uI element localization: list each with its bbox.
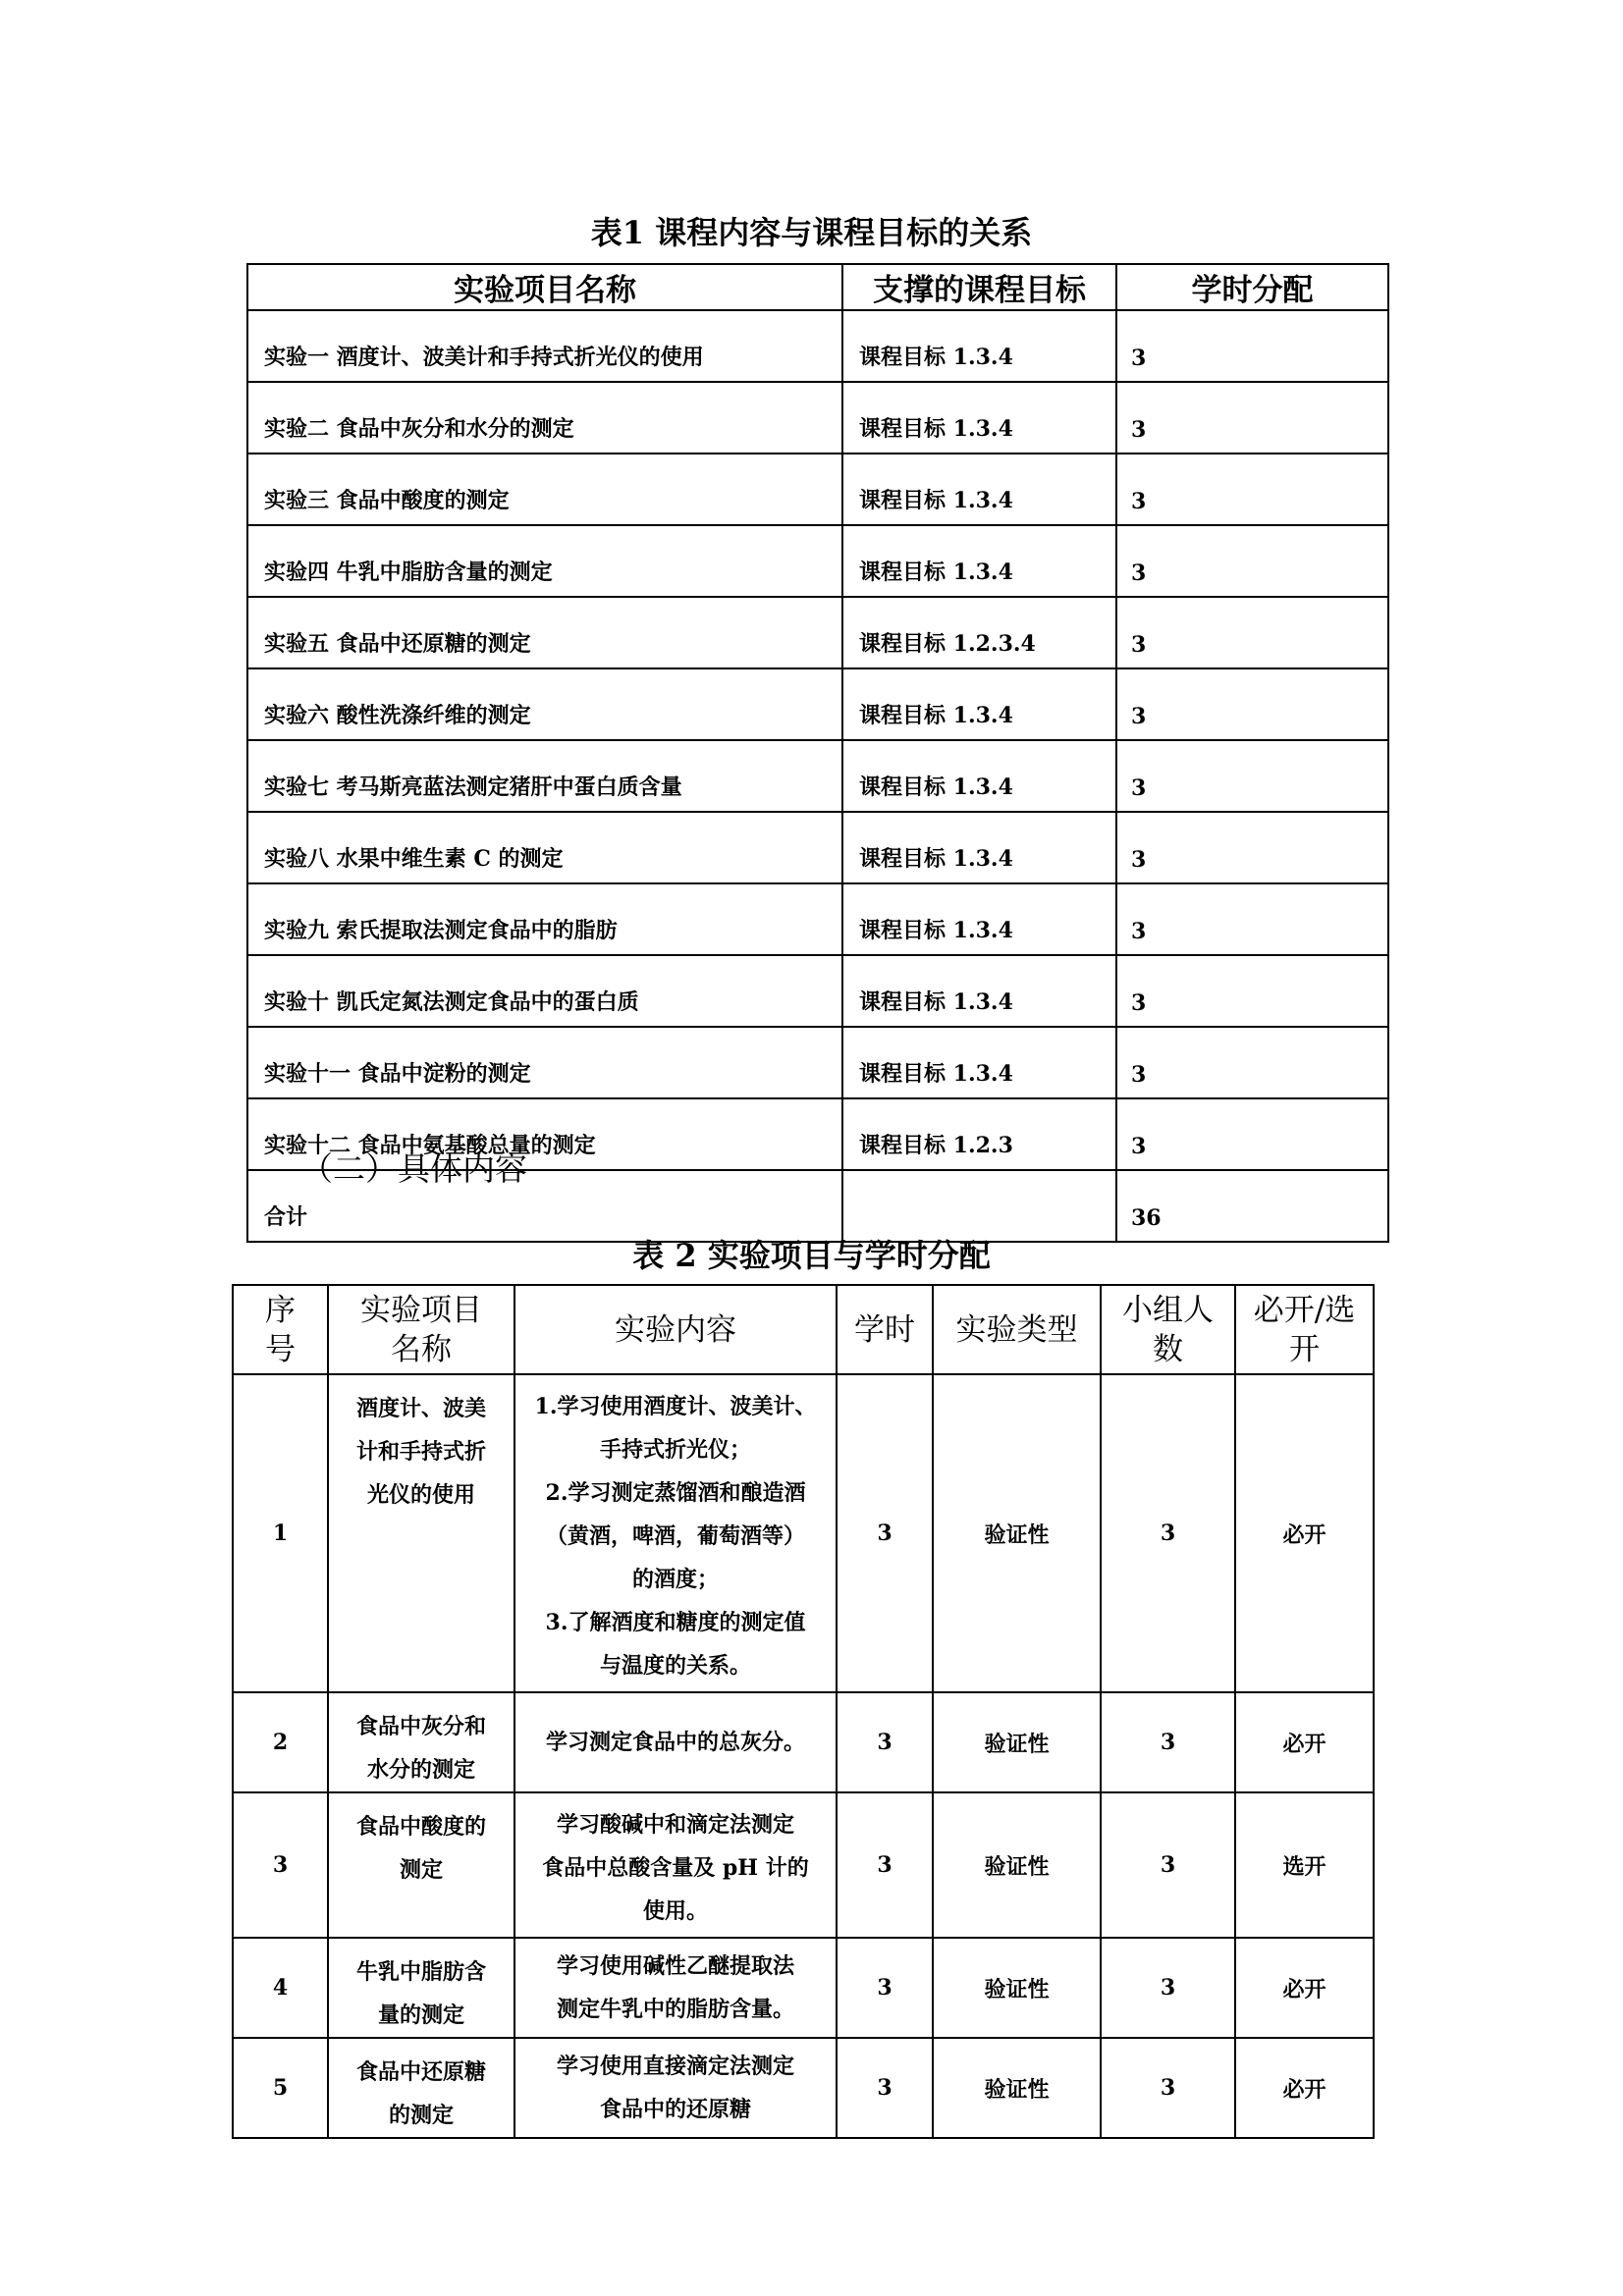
header-hours: 学时分配	[1116, 264, 1388, 310]
cell-name	[328, 1792, 514, 1938]
cell-type: 验证性	[933, 2038, 1101, 2138]
cell-experiment-name: 实验二 食品中灰分和水分的测定	[247, 382, 842, 454]
table-row	[247, 525, 1388, 597]
cell-experiment-name: 实验一 酒度计、波美计和手持式折光仪的使用	[247, 310, 842, 382]
table-row	[233, 2038, 1374, 2138]
cell-content	[514, 1692, 837, 1792]
table-row	[233, 1938, 1374, 2038]
cell-group-size: 3	[1101, 1374, 1235, 1692]
cell-required: 必开	[1235, 1692, 1374, 1792]
header-line: 实验内容	[615, 1311, 736, 1348]
cell-no: 4	[233, 1938, 328, 2038]
cell-type: 验证性	[933, 1938, 1101, 2038]
cell-experiment-name: 实验三 食品中酸度的测定	[247, 454, 842, 525]
header-line: 数	[1153, 1331, 1183, 1367]
cell-course-objective: 课程目标 1.3.4	[842, 812, 1116, 883]
table1-header-row	[247, 264, 1388, 310]
cell-course-objective: 课程目标 1.3.4	[842, 668, 1116, 740]
content-line: 食品中的还原糖	[599, 2097, 751, 2122]
cell-content	[514, 2038, 837, 2138]
cell-hours: 3	[1116, 740, 1388, 812]
content-line: 学习使用碱性乙醚提取法	[556, 1953, 794, 1979]
cell-course-objective: 课程目标 1.3.4	[842, 454, 1116, 525]
cell-content	[514, 1938, 837, 2038]
content-line: 3.了解酒度和糖度的测定值	[545, 1610, 806, 1635]
cell-required: 选开	[1235, 1792, 1374, 1938]
cell-no: 1	[233, 1374, 328, 1692]
name-line: 水分的测定	[366, 1757, 475, 1783]
header-line: 序	[265, 1292, 296, 1328]
content-line: 2.学习测定蒸馏酒和酿造酒	[545, 1480, 806, 1506]
cell-hours: 3	[1116, 525, 1388, 597]
table2-caption: 表 2 实验项目与学时分配	[632, 1237, 991, 1274]
name-line: 牛乳中脂肪含	[355, 1959, 486, 1985]
cell-experiment-name: 实验十一 食品中淀粉的测定	[247, 1027, 842, 1098]
header-line: 名称	[391, 1331, 452, 1367]
cell-experiment-name: 实验九 索氏提取法测定食品中的脂肪	[247, 883, 842, 955]
cell-hours: 3	[1116, 1098, 1388, 1170]
header-line: 实验类型	[955, 1311, 1078, 1348]
cell-experiment-name: 实验十 凯氏定氮法测定食品中的蛋白质	[247, 955, 842, 1027]
cell-required: 必开	[1235, 1938, 1374, 2038]
content-line: 测定牛乳中的脂肪含量。	[556, 1997, 794, 2022]
table-row	[247, 1027, 1388, 1098]
cell-hours: 3	[1116, 310, 1388, 382]
cell-required: 必开	[1235, 2038, 1374, 2138]
header-type	[933, 1285, 1101, 1374]
content-line: 手持式折光仪；	[599, 1437, 751, 1463]
cell-hours: 3	[1116, 812, 1388, 883]
cell-hours: 3	[837, 2038, 933, 2138]
table-row	[247, 955, 1388, 1027]
name-line: 食品中酸度的	[355, 1814, 486, 1840]
cell-no: 2	[233, 1692, 328, 1792]
course-objective-table	[246, 263, 1389, 1243]
cell-course-objective: 课程目标 1.3.4	[842, 310, 1116, 382]
header-line: 必开/选	[1253, 1292, 1356, 1328]
cell-group-size: 3	[1101, 1792, 1235, 1938]
cell-course-objective: 课程目标 1.3.4	[842, 883, 1116, 955]
cell-hours: 3	[837, 1792, 933, 1938]
header-name	[328, 1285, 514, 1374]
table-row	[247, 310, 1388, 382]
cell-name	[328, 1374, 514, 1692]
cell-type: 验证性	[933, 1692, 1101, 1792]
cell-no: 3	[233, 1792, 328, 1938]
total-label: 合计	[247, 1170, 842, 1242]
cell-course-objective: 课程目标 1.2.3.4	[842, 597, 1116, 668]
cell-experiment-name: 实验八 水果中维生素 C 的测定	[247, 812, 842, 883]
cell-hours: 3	[1116, 883, 1388, 955]
table-row	[247, 382, 1388, 454]
name-line: 的测定	[388, 2103, 454, 2128]
cell-group-size: 3	[1101, 1938, 1235, 2038]
content-line: 学习酸碱中和滴定法测定	[556, 1812, 794, 1838]
table1-caption: 表1 课程内容与课程目标的关系	[590, 214, 1033, 251]
cell-experiment-name: 实验五 食品中还原糖的测定	[247, 597, 842, 668]
content-line: 的酒度；	[631, 1567, 719, 1592]
cell-name	[328, 1938, 514, 2038]
header-no	[233, 1285, 328, 1374]
header-experiment-name: 实验项目名称	[247, 264, 842, 310]
cell-hours: 3	[1116, 1027, 1388, 1098]
header-hours	[837, 1285, 933, 1374]
cell-hours: 3	[1116, 955, 1388, 1027]
cell-hours: 3	[1116, 382, 1388, 454]
cell-hours: 3	[1116, 597, 1388, 668]
content-line: 使用。	[642, 1898, 708, 1924]
cell-course-objective: 课程目标 1.3.4	[842, 525, 1116, 597]
experiment-hours-table	[232, 1284, 1375, 2139]
cell-name	[328, 1692, 514, 1792]
cell-group-size: 3	[1101, 2038, 1235, 2138]
header-required	[1235, 1285, 1374, 1374]
cell-required: 必开	[1235, 1374, 1374, 1692]
name-line: 光仪的使用	[366, 1482, 475, 1508]
header-line: 小组人	[1122, 1292, 1214, 1328]
header-group-size	[1101, 1285, 1235, 1374]
content-line: 学习测定食品中的总灰分。	[545, 1730, 805, 1755]
table-row	[247, 812, 1388, 883]
cell-course-objective: 课程目标 1.2.3	[842, 1098, 1116, 1170]
header-course-objective: 支撑的课程目标	[842, 264, 1116, 310]
header-line: 实验项目	[360, 1292, 482, 1328]
content-line: 1.学习使用酒度计、波美计、	[534, 1394, 817, 1419]
table-row	[247, 597, 1388, 668]
cell-name	[328, 2038, 514, 2138]
content-line: 学习使用直接滴定法测定	[556, 2054, 794, 2079]
table-row	[233, 1692, 1374, 1792]
cell-course-objective: 课程目标 1.3.4	[842, 740, 1116, 812]
table-row	[233, 1374, 1374, 1692]
table-row	[247, 740, 1388, 812]
content-line: 与温度的关系。	[599, 1653, 751, 1679]
cell-type: 验证性	[933, 1374, 1101, 1692]
cell-hours: 3	[837, 1938, 933, 2038]
cell-experiment-name: 实验七 考马斯亮蓝法测定猪肝中蛋白质含量	[247, 740, 842, 812]
cell-hours: 3	[1116, 454, 1388, 525]
header-content	[514, 1285, 837, 1374]
name-line: 量的测定	[377, 2002, 464, 2028]
name-line: 食品中灰分和	[355, 1714, 486, 1739]
cell-hours: 3	[1116, 668, 1388, 740]
cell-content	[514, 1792, 837, 1938]
table2-header-row	[233, 1285, 1374, 1374]
content-line: （黄酒，啤酒，葡萄酒等）	[545, 1523, 805, 1549]
name-line: 测定	[399, 1857, 443, 1883]
cell-experiment-name: 实验十二 食品中氨基酸总量的测定	[247, 1098, 842, 1170]
cell-content	[514, 1374, 837, 1692]
content-line: 食品中总酸含量及 pH 计的	[542, 1855, 809, 1881]
cell-hours: 3	[837, 1692, 933, 1792]
table-row	[247, 454, 1388, 525]
cell-hours: 3	[837, 1374, 933, 1692]
table-row	[247, 668, 1388, 740]
section-title: （二）具体内容	[300, 1149, 527, 1188]
header-line: 号	[265, 1331, 296, 1367]
cell-course-objective: 课程目标 1.3.4	[842, 382, 1116, 454]
name-line: 食品中还原糖	[355, 2059, 486, 2085]
name-line: 酒度计、波美	[355, 1396, 486, 1421]
cell-course-objective: 课程目标 1.3.4	[842, 1027, 1116, 1098]
cell-group-size: 3	[1101, 1692, 1235, 1792]
cell-no: 5	[233, 2038, 328, 2138]
cell-course-objective: 课程目标 1.3.4	[842, 955, 1116, 1027]
header-line: 开	[1289, 1331, 1320, 1367]
cell-type: 验证性	[933, 1792, 1101, 1938]
cell-experiment-name: 实验四 牛乳中脂肪含量的测定	[247, 525, 842, 597]
name-line: 计和手持式折	[355, 1439, 486, 1465]
total-hours: 36	[1116, 1170, 1388, 1242]
table-row	[233, 1792, 1374, 1938]
table-row	[247, 883, 1388, 955]
header-line: 学时	[854, 1311, 915, 1348]
cell-experiment-name: 实验六 酸性洗涤纤维的测定	[247, 668, 842, 740]
